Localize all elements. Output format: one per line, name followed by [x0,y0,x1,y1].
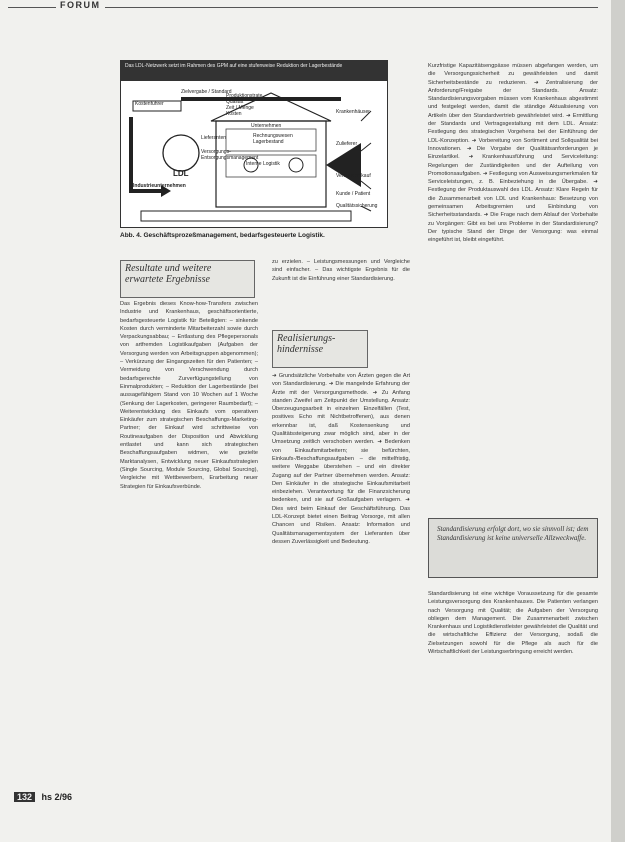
page-footer [14,792,72,804]
left-column-paragraph: Das Ergebnis dieses Know-how-Transfers zwischen Industrie und Krankenhaus, geschäftsorientierte, bedarfsgesteuerte Logistik für Beteiligten: – sinkende Kosten durch verminderte Mitarbeiterzahl sowie durch Verpackungsabbau; – Entlastung des Pflegepersonals von artfremden Logistikaufgaben (Aufgaben der Versorgung werden von Arbeitsgruppen abgenommen); – Verkürzung der Eingangszeiten für den Patienten; – Vermeidung von Verschwendung durch bedarfsgerechte Zurverfügungstellung von Einmalprodukten; – Reduktion der Lagerbestände (bei aussagefähigem Stand von 10 Wochen auf 1 Woche (Senkung der Lagerkosten, geringerer Raumbedarf); – Weiterentwicklung des Einkaufs vom operativen Einkäufer zum strategischen Beschaffungs-Marketing-Partner; der Einkauf wird schrittweise von Routineaufgaben der Disposition und Abwicklung entlastet und kann sich strategischen Beschaffungsaufgaben widmen, wie gezielte Marktanalysen, Entwicklung neuer Einkaufsstrategien (Single Sourcing, Module Sourcing, Global Sourcing), Vergleiche mit Wettbewerbern, Erarbeitung neuer Strategien für Einkaufsverbünde. [120,301,258,490]
middle-column-intro [272,258,410,318]
figure-label: Qualitätssicherung [336,203,378,209]
flow-node-right [289,158,303,172]
ldl-circle [163,135,199,171]
figure-label: Lagerbestand [253,139,284,145]
figure-label: Zulieferer [336,141,358,147]
figure-label: Kostenführer [135,101,164,107]
figure-label: Krankenhäuser [336,109,370,115]
middle-column-paragraph: ➜ Grundsätzliche Vorbehalte von Ärzten gegen die Art von Standardisierung. ➜ Die mangelnde Erfahrung der Ärzte mit der Versorgungsmethode. ➜ Zu Anfang standen Zweifel am Zeitpunkt der Umstellung. Ansatz: Überzeugungsarbeit in einzelnen Einzelfällen (Test, positives Echo mit Nichtbetroffenen), aus denen erkennbar ist, daß Kostensenkung und Qualitätssteigerung zwar möglich sind, aber in der Umsetzung zeitlich verschoben werden. ➜ Bedenken von Einkaufsmitarbeitern; sie befürchten, Einkaufs-/Beschaffungsaufgaben – die mittelfristig, weitere Weggabe überstehen – und ein direkter Zugang auf der Partner übernehmen werden. Ansatz: Den Einkäufer in die strategische Einkaufsmitarbeit einbeziehen. Verantwortung für die Finanzsicherung bedenken, und sie auf Großaufgaben verlagern. ➜ Dies wird beim Einkauf der Geschäftsführung. Das LDL-Konzept bietet einen Beitrag Vorsorge, mit allen Chancen und Risiken. Ansatz: Information und Qualitätsmanagementsystem der Lieferanten über dessen Zuverlässigkeit und Bedeutung. [272,373,410,545]
figure-header-text: Das LDL-Netzwerk setzt im Rahmen des GPM auf eine stufenweise Reduktion der Lagerbestände [121,61,387,81]
out-line-2 [361,143,371,151]
right-column-text-bottom [428,590,598,810]
figure-caption: Abb. 4. Geschäftsprozeßmanagement, bedarfsgesteuerte Logistik. [120,232,325,239]
right-column-text [428,62,598,512]
middle-column-text [272,372,410,782]
figure-label-ldl: LDL [173,169,189,178]
left-flow-arrow [131,117,161,191]
figure-label: Rechnungswesen [253,133,293,139]
section-heading-obstacles: Realisierungs-hindernisse [272,330,368,368]
figure-label: Interne Logistik [246,161,280,167]
left-column-text [120,300,258,780]
right-big-arrow [326,143,361,187]
figure-label: Unternehmen [251,123,282,129]
figure-label: Zeit / Menge [226,105,254,111]
figure-label: Qualität [226,99,244,105]
figure-label: Produktionstrate [226,93,263,99]
middle-column-paragraph: zu erzielen. – Leistungsmessungen und Vergleiche sind einfacher. – Das wichtigste Ergebnis für die Zukunft ist die Einführung einer Standardisierung. [272,259,410,282]
pull-quote-box [428,518,598,578]
page-number: 132 [14,792,35,802]
journal-issue: hs 2/96 [41,792,73,802]
pull-quote-text: Standardisierung erfolgt dort, wo sie sinnvoll ist; dem Standardisierung ist keine universelle Allzweckwaffe. [437,525,589,542]
right-column-paragraph: Kurzfristige Kapazitätsengpässe müssen abgefangen werden, um die Versorgungssicherheit zu gewährleisten und damit Sicherheitsbestände zu reduzieren. ➜ Zentralisierung der Anforderung/Freigabe der Standards. Ansatz: Standardisierungsvorgaben müssen vom Krankenhaus abgestimmt und festgelegt werden, damit die ständige Aktualisierung von Artikeln über den Standardvertrieb gewährleistet wird. ➜ Ermittlung der Standards und Vertragsgestaltung mit dem LDL. Ansatz: Festlegung des strategischen Vorgehens bei der Einführung der LDL-Konzeption. ➜ Vorbereitung von Sortiment und Sollqualität bei Innovationen. ➜ Die Vorgabe der Qualitätsanforderungen je Einzelartikel. ➜ Krankenhausführung und Serviceleitung: Regelungen der Zuständigkeiten und der Aufteilung von Promotionsaufgaben. ➜ Festlegung von Ausweisungsmerkmalen für Serviceleistungen, z. B. Einbeziehung in die Übergabe. ➜ Festlegung der Produktauswahl des LDL. Ansatz: Klare Regeln für die Zusammenarbeit von LDL und Krankenhaus: Besetzung von gemeinsamen Arbeitsgremien und Einbindung von Sicherheitsstandards. ➜ Die Frage nach dem Ablauf der Vorbehalte zu Vorgängen: Gibt es bei uns Probleme in der Standardisierung? Der typische Stand der Dinge der Versorgung: was einmal eingeführt ist, bleibt eingeführt. [428,63,598,244]
right-column-paragraph: Standardisierung ist eine wichtige Voraussetzung für die gesamte Leistungsversorgung des Krankenhauses. Die Patienten verlangen nach Versorgung mit Qualität; die Aufgaben der Versorgung obliegen dem Management. Die Zusammenarbeit zwischen Krankenhaus und Logistikdienstleister gewährleistet die Qualität und die wirtschaftliche Effizienz der Versorgung, sodaß die Zielsetzungen sowohl für die Pflege als auch für die Wirtschaftlichkeit der Leistungserbringung erreicht werden. [428,591,598,656]
figure-label: Kunde / Patient [336,191,371,197]
figure-label: Entsorgungsmanagement [201,155,259,161]
figure-label: Versorgungs- [201,149,231,155]
page-edge-shadow [611,0,625,842]
figure-label: Industrieunternehmen [133,183,186,189]
section-label: FORUM [56,0,105,10]
section-heading-results: Resultate und weitere erwartete Ergebnisse [120,260,255,298]
bottom-box [141,211,351,221]
figure-label: Verbundeinkauf [336,173,371,179]
logistics-figure [120,60,388,228]
figure-label: Zielvergabe / Standard [181,89,232,95]
out-line-3 [361,181,371,189]
page-header [8,0,598,14]
figure-label: Kosten [226,111,242,117]
figure-label: Lieferanten [201,135,227,141]
